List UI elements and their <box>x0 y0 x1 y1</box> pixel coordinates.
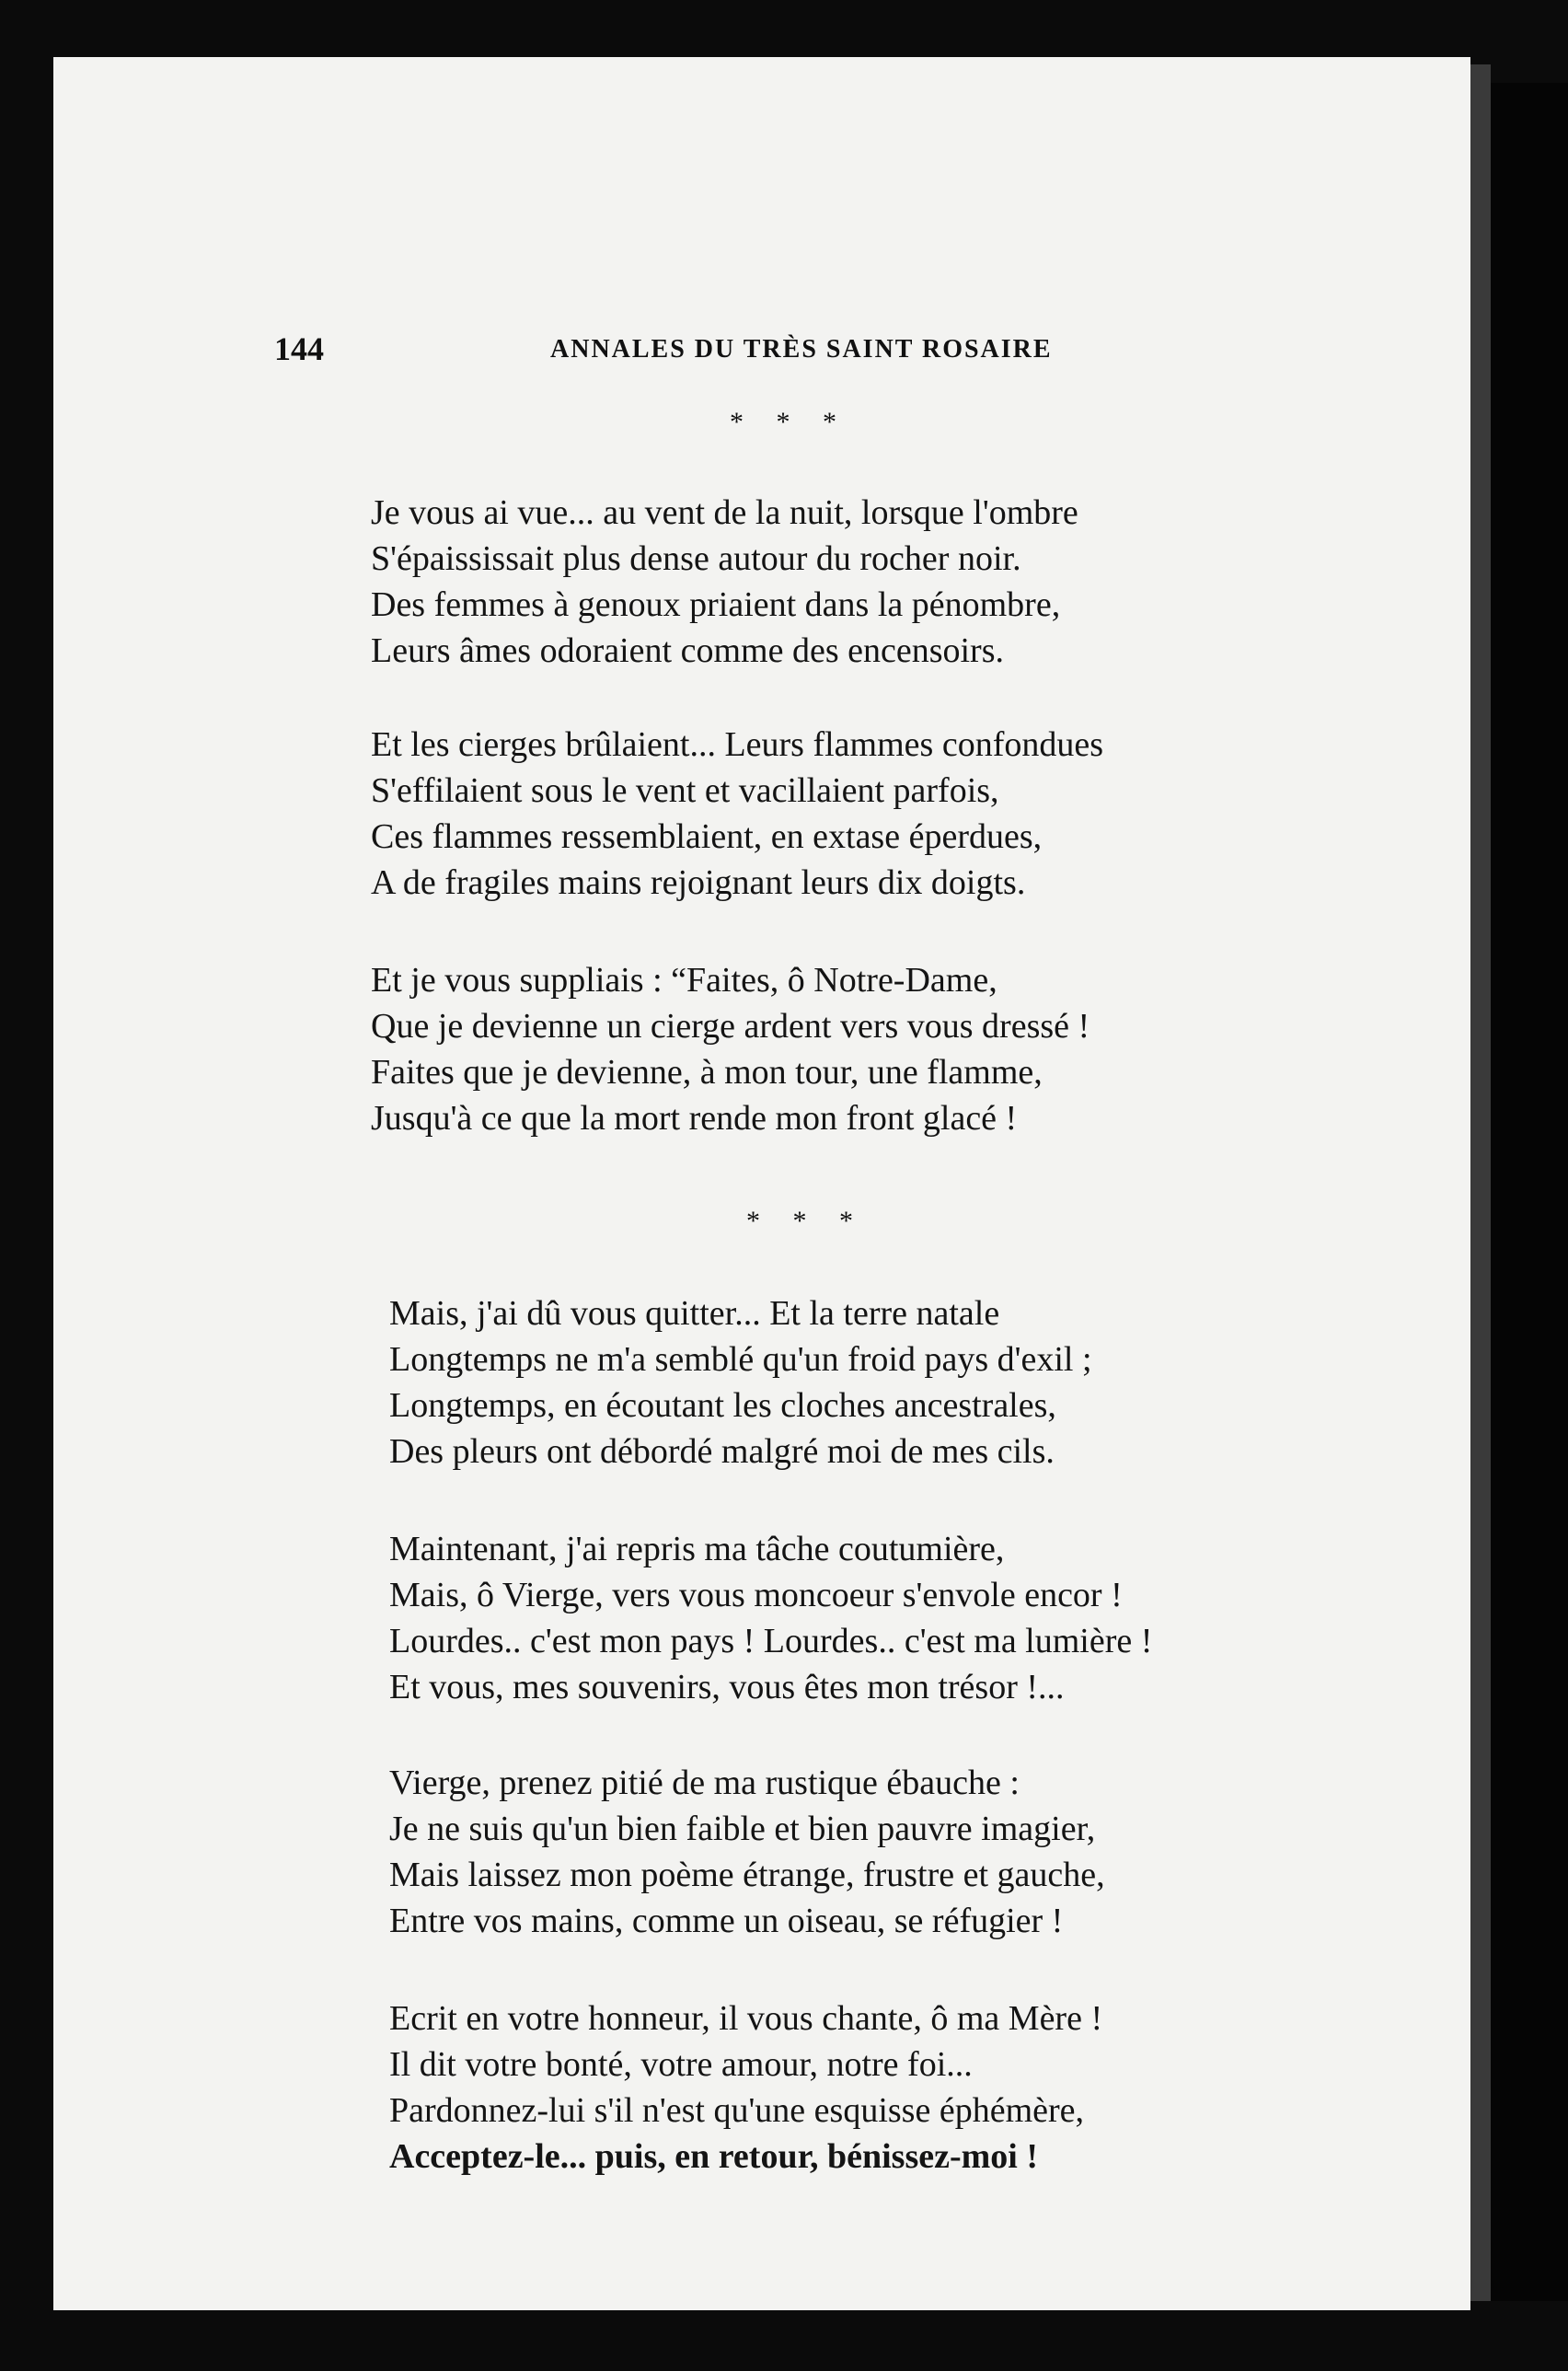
verse-line: Et vous, mes souvenirs, vous êtes mon trésor !... <box>389 1668 1065 1706</box>
verse-line: Que je devienne un cierge ardent vers vous dressé ! <box>371 1007 1090 1046</box>
verse-line: Entre vos mains, comme un oiseau, se réfugier ! <box>389 1902 1064 1940</box>
verse-line: Mais, ô Vierge, vers vous moncoeur s'envole encor ! <box>389 1576 1123 1614</box>
verse-line: Je vous ai vue... au vent de la nuit, lorsque l'ombre <box>371 493 1078 532</box>
verse-line: Faites que je devienne, à mon tour, une flamme, <box>371 1053 1043 1092</box>
page-header <box>53 330 1470 376</box>
stanza <box>389 1760 1105 1944</box>
page-number: 144 <box>274 330 324 367</box>
stanza <box>389 1290 1092 1475</box>
verse-line: Des femmes à genoux priaient dans la pénombre, <box>371 585 1061 624</box>
stanza <box>371 490 1078 674</box>
page-edge-shadow <box>1470 64 1491 2301</box>
running-title: ANNALES DU TRÈS SAINT ROSAIRE <box>550 335 1053 364</box>
verse-line: S'épaississait plus dense autour du rocher noir. <box>371 539 1021 578</box>
verse-line: Mais laissez mon poème étrange, frustre et gauche, <box>389 1856 1105 1894</box>
verse-line: Des pleurs ont débordé malgré moi de mes cils. <box>389 1432 1055 1471</box>
scan-border <box>1491 83 1568 2301</box>
verse-line: A de fragiles mains rejoignant leurs dix doigts. <box>371 863 1026 902</box>
verse-line: Vierge, prenez pitié de ma rustique ébauche : <box>389 1764 1020 1802</box>
book-page <box>53 57 1470 2310</box>
verse-line: Pardonnez-lui s'il n'est qu'une esquisse éphémère, <box>389 2091 1085 2130</box>
verse-line: Longtemps ne m'a semblé qu'un froid pays d'exil ; <box>389 1340 1092 1379</box>
verse-line: Je ne suis qu'un bien faible et bien pauvre imagier, <box>389 1810 1096 1848</box>
verse-line: Acceptez-le... puis, en retour, bénissez-moi ! <box>389 2137 1038 2176</box>
section-separator: * * * <box>730 407 849 437</box>
verse-line: Ecrit en votre honneur, il vous chante, ô ma Mère ! <box>389 1999 1103 2038</box>
verse-line: Il dit votre bonté, votre amour, notre foi... <box>389 2045 973 2084</box>
verse-line: Maintenant, j'ai repris ma tâche coutumière, <box>389 1530 1005 1568</box>
verse-line: Leurs âmes odoraient comme des encensoirs. <box>371 631 1004 670</box>
verse-line: Ces flammes ressemblaient, en extase éperdues, <box>371 817 1043 856</box>
stanza <box>371 722 1103 906</box>
section-separator: * * * <box>746 1206 866 1236</box>
verse-line: Lourdes.. c'est mon pays ! Lourdes.. c'est ma lumière ! <box>389 1622 1153 1660</box>
stanza <box>389 1526 1152 1710</box>
verse-line: S'effilaient sous le vent et vacillaient parfois, <box>371 771 999 810</box>
verse-line: Mais, j'ai dû vous quitter... Et la terre natale <box>389 1294 1000 1333</box>
verse-line: Jusqu'à ce que la mort rende mon front glacé ! <box>371 1099 1018 1138</box>
verse-line: Longtemps, en écoutant les cloches ancestrales, <box>389 1386 1056 1425</box>
stanza <box>389 1995 1102 2180</box>
stanza <box>371 957 1090 1141</box>
verse-line: Et les cierges brûlaient... Leurs flammes confondues <box>371 725 1103 764</box>
verse-line: Et je vous suppliais : “Faites, ô Notre-Dame, <box>371 961 997 1000</box>
